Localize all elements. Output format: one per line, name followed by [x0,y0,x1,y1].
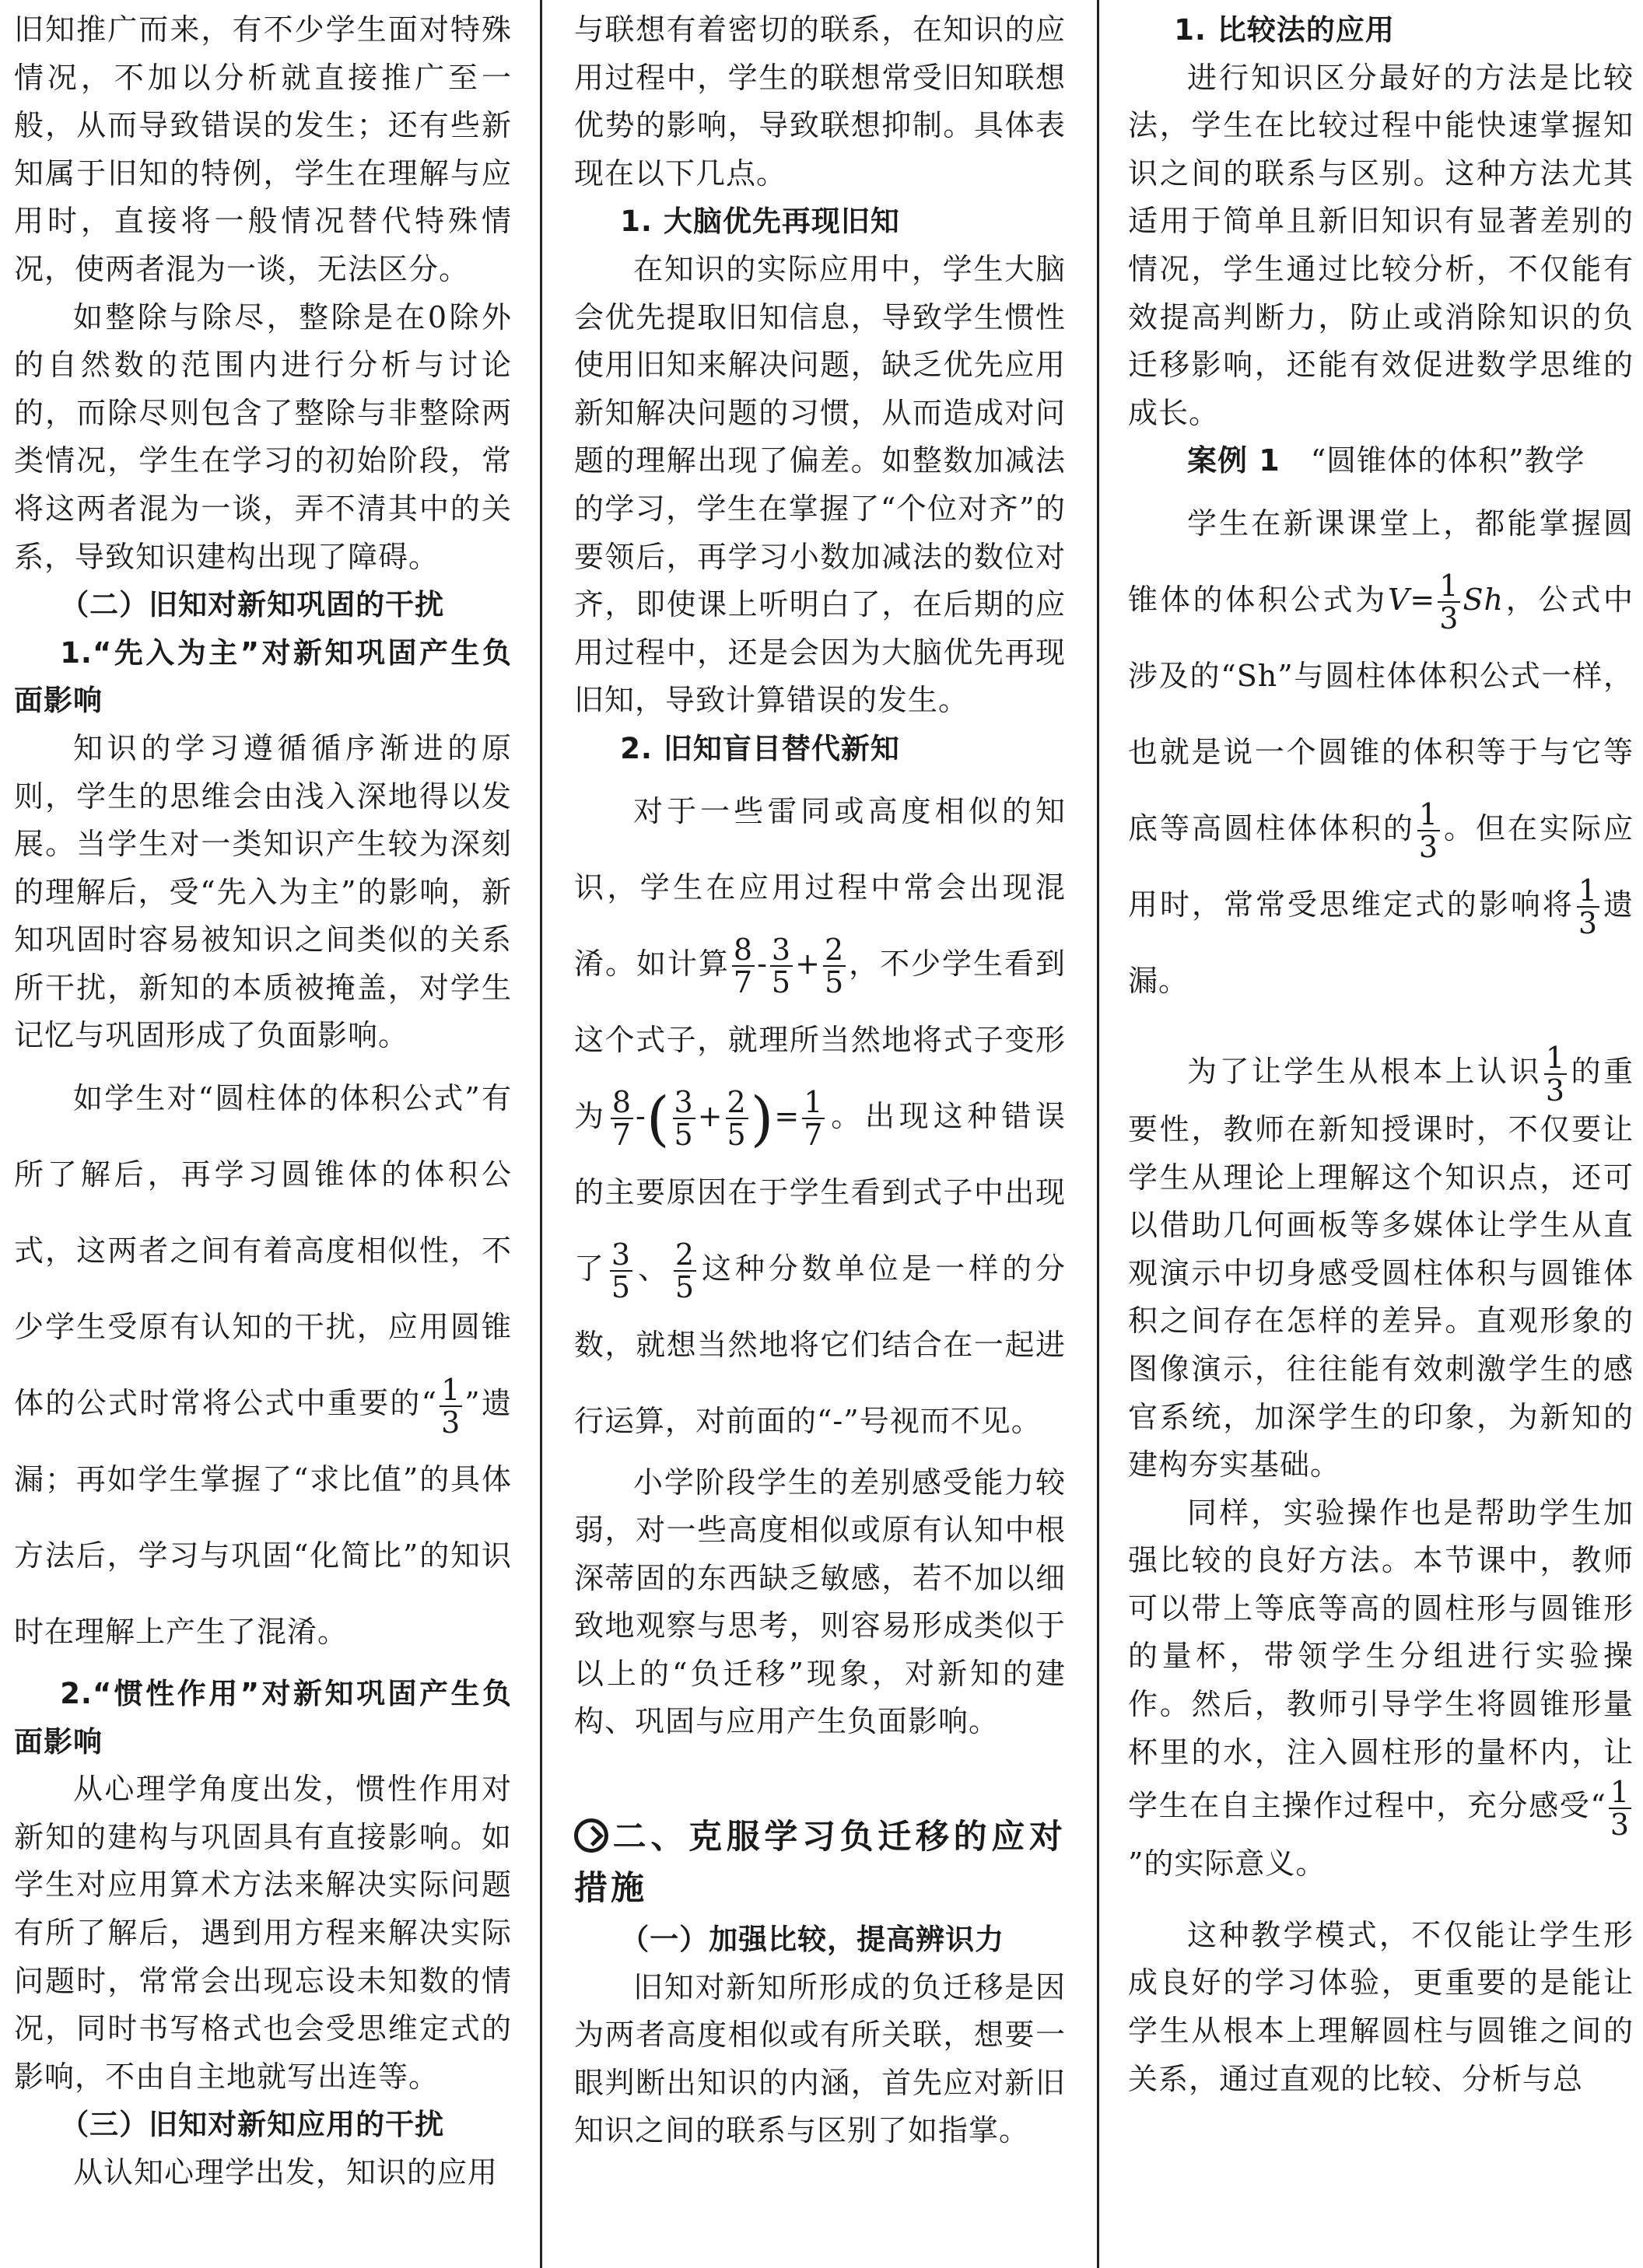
spacer [1128,1888,1634,1912]
fraction: $\frac{3}{5}$ [674,1085,694,1152]
fraction: $\frac{3}{5}$ [771,933,792,999]
fraction: $\frac{3}{5}$ [611,1237,632,1304]
paragraph-experiment: 同样，实验操作也是帮助学生加强比较的良好方法。本节课中，教师可以带上等底等高的圆柱形与圆锥形的量杯，带领学生分组进行实验操作。然后，教师引导学生将圆锥形量杯里的水，注入圆柱形的量杯内，让学生在自主操作过程中，充分感受“ $\frac{1}{3}$ ”的实际意义。 [1128,1495,1634,1881]
paragraph-cylinder-example: 如学生对“圆柱体的体积公式”有所了解后，再学习圆锥体的体积公式，这两者之间有着高度相似性，不少学生受原有认知的干扰，应用圆锥体的公式时常将公式中重要的“ $\frac{1}{3}$ ”遗漏；再如学生掌握了“求比值”的具体方法后，学习与巩固“化简比”的知识时在理解上产生了混淆。 [14,1081,512,1650]
heading-application-interference: （三）旧知对新知应用的干扰 [60,2108,445,2142]
fraction-one-third: $\frac{1}{3}$ [1545,1040,1566,1108]
fraction-one-third: $\frac{1}{3}$ [1578,873,1598,941]
paragraph-comparison: 旧知对新知所形成的负迁移是因为两者高度相似或有所关联，想要一眼判断出知识的内涵，首先应对新旧知识之间的联系与区别了如指掌。 [574,1969,1066,2148]
spacer [1128,1019,1634,1042]
fraction: $\frac{2}{5}$ [674,1237,695,1304]
heading-first-impression: 1.“先入为主”对新知巩固产生负面影响 [14,635,512,718]
fraction-one-third: $\frac{1}{3}$ [1418,797,1439,865]
heading-consolidation-interference: （二）旧知对新知巩固的干扰 [60,588,445,622]
paragraph-association: 与联想有着密切的联系，在知识的应用过程中，学生的联想常受旧知联想优势的影响，导致联想抑制。具体表现在以下几点。 [574,12,1066,191]
paragraph-continuation: 旧知推广而来，有不少学生面对特殊情况，不加以分析就直接推广至一般，从而导致错误的发生；还有些新知属于旧知的特例，学生在理解与应用时，直接将一般情况替代特殊情况，使两者混为一谈，无法区分。 [14,12,512,286]
heading-strengthen-comparison: （一）加强比较，提高辨识力 [620,1923,1005,1957]
column-left [14,6,512,2268]
heading-brain-priority: 1. 大脑优先再现旧知 [620,205,900,239]
paragraph-first-impression: 知识的学习遵循循序渐进的原则，学生的思维会由浅入深地得以发展。当学生对一类知识产生较为深刻的理解后，受“先入为主”的影响，新知巩固时容易被知识之间类似的关系所干扰，新知的本质被掩盖，对学生记忆与巩固形成了负面影响。 [14,730,512,1053]
heading-blind-replacement: 2. 旧知盲目替代新知 [620,731,900,765]
paragraph-brain-priority: 在知识的实际应用中，学生大脑会优先提取旧知信息，导致学生惯性使用旧知来解决问题，缺乏优先应用新知解决问题的习惯，从而造成对问题的理解出现了偏差。如整数加减法的学习，学生在掌握了“个位对齐”的要领后，再学习小数加减法的数位对齐，即使课上听明白了，在后期的应用过程中，还是会因为大脑优先再现旧知，导致计算错误的发生。 [574,251,1066,718]
paragraph-comparison-method: 进行知识区分最好的方法是比较法，学生在比较过程中能快速掌握知识之间的联系与区别。这种方法尤其适用于简单且新旧知识有显著差别的情况，学生通过比较分析，不仅能有效提高判断力，防止或消除知识的负迁移影响，还能有效促进数学思维的成长。 [1128,60,1634,430]
fraction: $\frac{1}{7}$ [804,1085,824,1152]
fraction-one-third: $\frac{1}{3}$ [1439,569,1459,636]
column-rule-1 [540,0,542,2268]
fraction: $\frac{8}{7}$ [611,1085,632,1152]
paragraph-cone-formula: 学生在新课课堂上，都能掌握圆锥体的体积公式为V= $\frac{1}{3}$ Sh，公式中涉及的“Sh”与圆柱体体积公式一样，也就是说一个圆锥的体积等于与它等底等高圆柱体体积的 $\frac{1}{3}$ 。但在实际应用时，常常受思维定式的影响将 $\frac{1}{3}$ 遗漏。 [1128,506,1634,998]
heading-measures: 二、克服学习负迁移的应对措施 [574,1818,1066,1909]
fraction-one-third: $\frac{1}{3}$ [441,1372,461,1440]
fraction-one-third: $\frac{1}{3}$ [1610,1775,1630,1843]
paragraph-teaching-mode: 这种教学模式，不仅能让学生形成良好的学习体验，更重要的是能让学生从根本上理解圆柱与圆锥之间的关系，通过直观的比较、分析与总 [1128,1917,1634,2096]
case-heading: 案例 1 “圆锥体的体积”教学 [1187,443,1585,478]
heading-inertia: 2.“惯性作用”对新知巩固产生负面影响 [14,1677,512,1759]
fraction: $\frac{8}{7}$ [733,933,754,999]
column-middle [574,6,1066,2268]
paragraph-primary-students: 小学阶段学生的差别感受能力较弱，对一些高度相似或原有认知中根深蒂固的东西缺乏敏感，若不加以细致地观察与思考，则容易形成类似于以上的“负迁移”现象，对新知的建构、巩固与应用产生负面影响。 [574,1465,1066,1739]
column-rule-2 [1097,0,1099,2268]
column-right [1128,6,1634,2268]
fraction: $\frac{2}{5}$ [727,1085,747,1152]
paragraph-blind-replacement: 对于一些雷同或高度相似的知识，学生在应用过程中常会出现混淆。如计算 $\frac{8}{7}$ - $\frac{3}{5}$ + $\frac{2}{5}$ ，不少学生看到这个式子，就理所当然地将式子变形为 $\frac{8}{7}$ -( $\frac{3}{5}$ + $\frac{2}{5}$ )= $\frac{1}{7}$ 。出现这种错误的主要原因在于学生看到式子中出现了 $\frac{3}{5}$ 、 $\frac{2}{5}$ 这种分数单位是一样的分数，就想当然地将它们结合在一起进行运算，对前面的“-”号视而不见。 [574,793,1066,1438]
paragraph-divisibility-example: 如整除与除尽，整除是在0除外的自然数的范围内进行分析与讨论的，而除尽则包含了整除与非整除两类情况，学生在学习的初始阶段，常将这两者混为一谈，弄不清其中的关系，导致知识建构出现了障碍。 [14,299,512,574]
paragraph-inertia: 从心理学角度出发，惯性作用对新知的建构与巩固具有直接影响。如学生对应用算术方法来解决实际问题有所了解后，遇到用方程来解决实际问题时，常常会出现忘设未知数的情况，同时书写格式也会受思维定式的影响，不由自主地就写出连等。 [14,1772,512,2094]
heading-comparison-method: 1. 比较法的应用 [1174,13,1395,47]
fraction: $\frac{2}{5}$ [824,933,845,999]
paragraph-root-understanding: 为了让学生从根本上认识 $\frac{1}{3}$ 的重要性，教师在新知授课时，不仅要让学生从理论上理解这个知识点，还可以借助几何画板等多媒体让学生从直观演示中切身感受圆柱体积与圆锥体积之间存在怎样的差异。直观形象的图像演示，往往能有效刺激学生的感官系统，加深学生的印象，为新知的建构夯实基础。 [1128,1040,1634,1482]
circle-arrow-icon [574,1818,608,1853]
paragraph-application: 从认知心理学出发，知识的应用 [73,2155,499,2189]
